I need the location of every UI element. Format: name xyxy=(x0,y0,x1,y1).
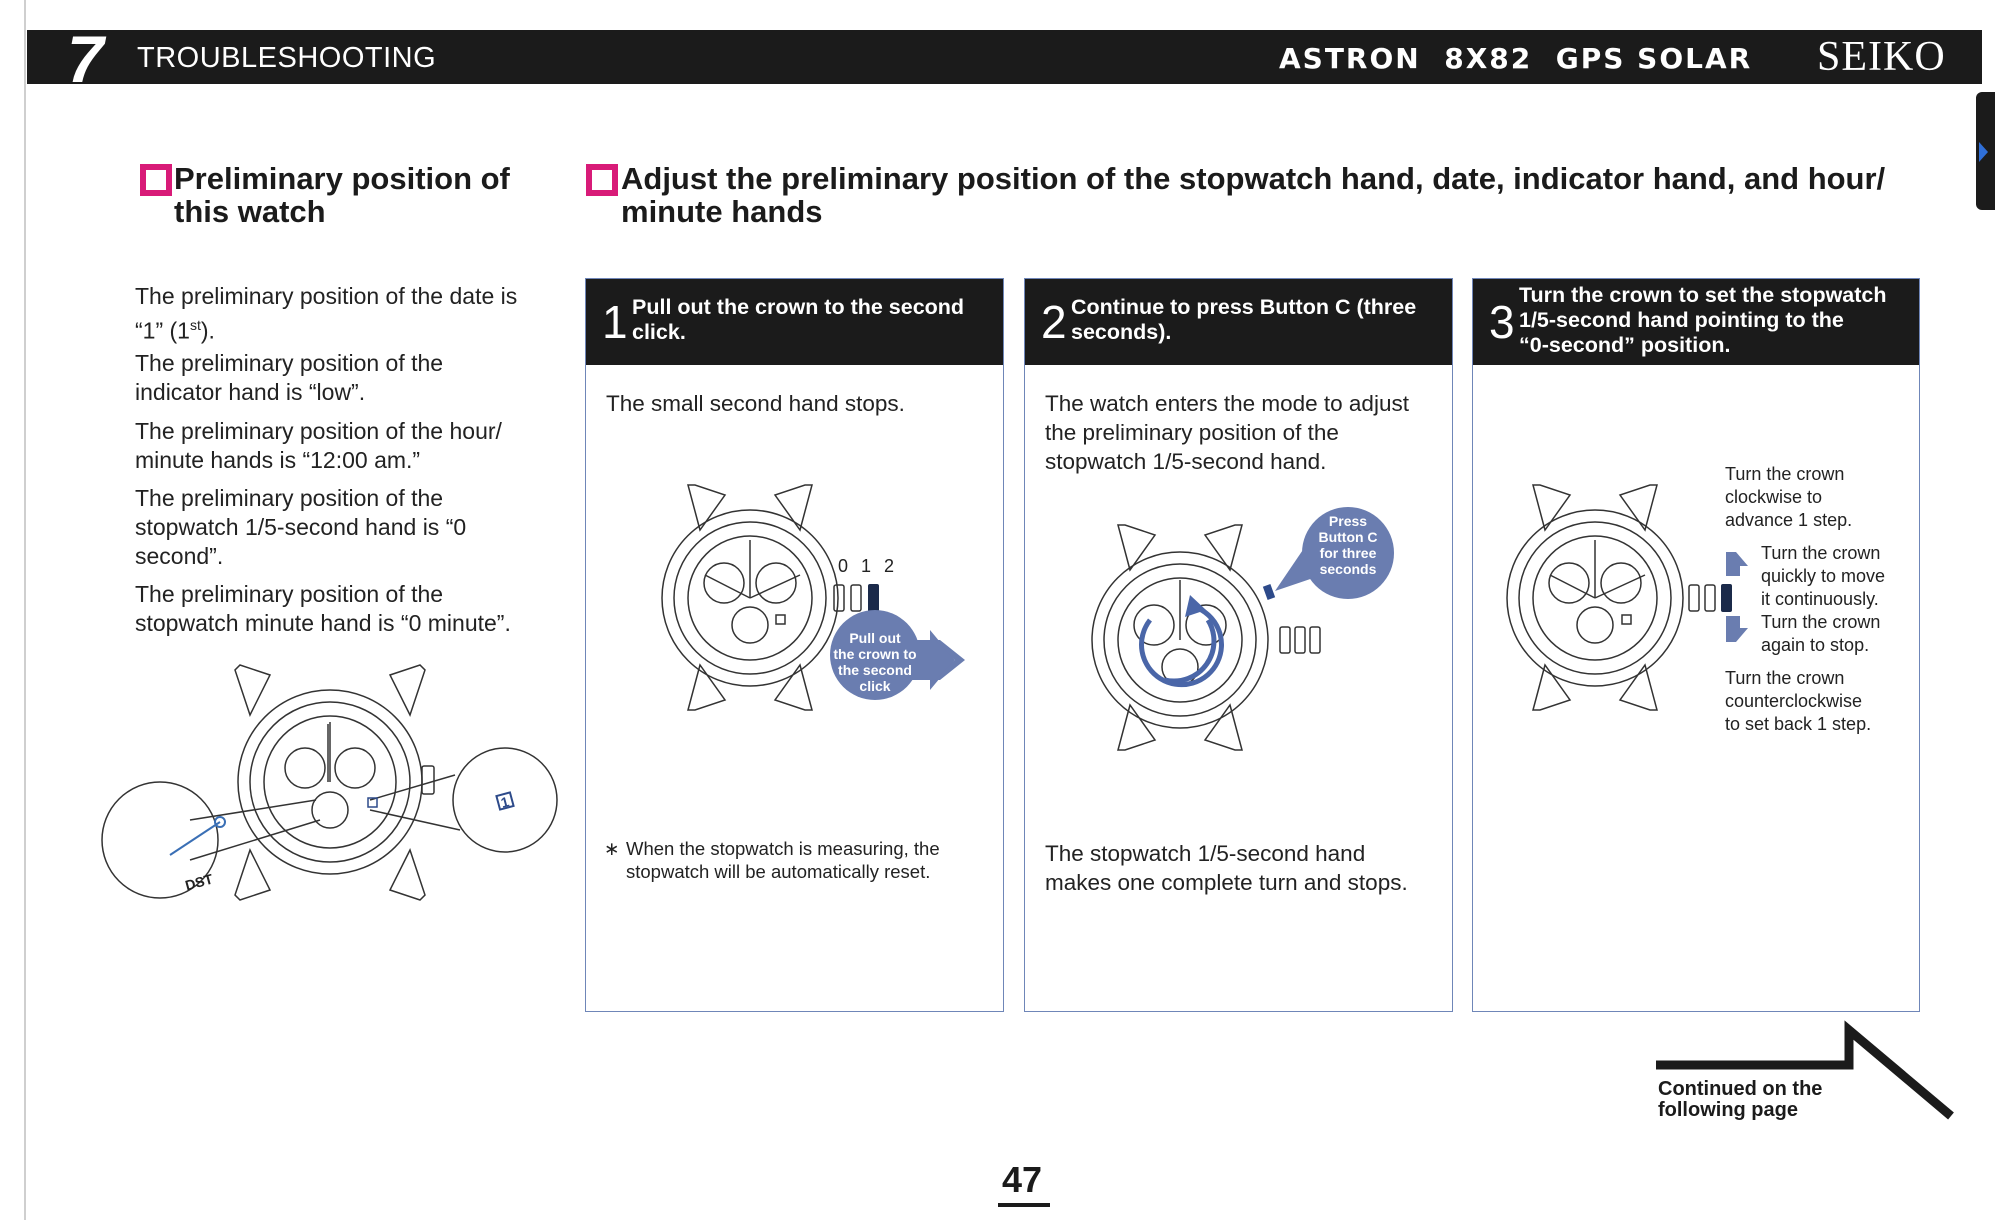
heading-line: Preliminary position of xyxy=(174,161,510,196)
paragraph-indicator xyxy=(135,349,555,407)
text-line: makes one complete turn and stops. xyxy=(1045,870,1408,895)
text-line: Turn the crown xyxy=(1725,668,1845,688)
quick-turn-arrow-icon xyxy=(1726,552,1748,576)
text-line: stopwatch 1/5-second hand. xyxy=(1045,449,1327,474)
heading-line: minute hands xyxy=(621,194,823,229)
step-number: 3 xyxy=(1489,296,1515,348)
text-line: click xyxy=(859,678,891,694)
text-line: stopwatch 1/5-second hand is “0 xyxy=(135,514,467,540)
text-line: Turn the crown xyxy=(1725,464,1845,484)
watch-preliminary-illustration xyxy=(130,660,570,910)
text-line: indicator hand is “low”. xyxy=(135,379,366,405)
text-span: “1” (1 xyxy=(135,317,190,344)
brand-logo: SEIKO xyxy=(1817,34,1946,80)
watch-crown-turn-illustration xyxy=(1495,485,1745,715)
text-line: Press xyxy=(1328,513,1368,529)
text-line: Turn the crown xyxy=(1761,612,1881,632)
text-line: The watch enters the mode to adjust xyxy=(1045,391,1409,416)
text-line: the second xyxy=(838,662,912,678)
zoom-date-label: 1 xyxy=(499,793,511,811)
text-line: Turn the crown to set the stopwatch xyxy=(1519,283,1887,307)
text-line: 1/5-second hand pointing to the xyxy=(1519,308,1844,332)
step-1-note-mark: ∗ xyxy=(604,838,620,859)
paragraph-stopwatch-second xyxy=(135,484,555,571)
text-line: seconds xyxy=(1319,561,1377,577)
text-line: Pull out xyxy=(849,630,901,646)
text-line: click. xyxy=(632,320,686,344)
zoom-dst-label: DST xyxy=(183,870,215,894)
text-line: The preliminary position of the xyxy=(135,485,444,511)
text-line: Pull out the crown to the second xyxy=(632,295,965,319)
instruction-counterclockwise xyxy=(1725,667,1871,736)
step-header xyxy=(1473,279,1919,365)
text-line: Turn the crown xyxy=(1761,543,1881,563)
left-section-heading xyxy=(174,162,510,228)
text-line: stopwatch minute hand is “0 minute”. xyxy=(135,610,511,636)
step-title xyxy=(1519,283,1907,358)
text-line: following page xyxy=(1658,1099,1798,1121)
crown-position-labels: 0 1 2 xyxy=(838,556,899,576)
next-arrow-icon xyxy=(1979,142,1988,162)
step-1-note xyxy=(626,837,940,883)
paragraph-hour-minute xyxy=(135,417,555,475)
text-line: “0-second” position. xyxy=(1519,333,1731,357)
text-line: Continue to press Button C (three xyxy=(1071,295,1417,319)
text-line: The preliminary position of the date is xyxy=(135,283,518,309)
text-line: clockwise to xyxy=(1725,487,1823,507)
text-line: again to stop. xyxy=(1761,635,1870,655)
rotation-arrows xyxy=(1722,546,1752,656)
text-line: counterclockwise xyxy=(1725,691,1863,711)
step-number: 1 xyxy=(602,296,628,348)
page-left-edge xyxy=(24,0,26,1220)
text-line: second”. xyxy=(135,543,224,569)
text-line: the crown to xyxy=(833,646,917,662)
step-header xyxy=(586,279,1003,365)
instruction-clockwise xyxy=(1725,463,1852,532)
paragraph-date xyxy=(135,282,555,346)
text-line: The preliminary position of the xyxy=(135,350,444,376)
text-line: The preliminary position of the hour/ xyxy=(135,418,502,444)
side-tab[interactable] xyxy=(1976,92,1995,210)
right-section-heading xyxy=(621,162,1885,228)
model-name: ASTRON 8X82 GPS SOLAR xyxy=(1279,42,1753,75)
superscript: st xyxy=(189,317,201,333)
step-footer xyxy=(1045,839,1438,897)
press-bubble-text xyxy=(1302,513,1394,577)
header-bar xyxy=(27,22,1982,96)
heading-line: this watch xyxy=(174,194,326,229)
text-line: Continued on the xyxy=(1658,1078,1823,1100)
step-header xyxy=(1025,279,1452,365)
section-marker-icon xyxy=(586,164,618,196)
text-line: quickly to move xyxy=(1761,566,1886,586)
text-line: seconds). xyxy=(1071,320,1172,344)
text-line: stopwatch will be automatically reset. xyxy=(626,861,931,882)
continued-label[interactable] xyxy=(1658,1079,1822,1121)
text-line: the preliminary position of the xyxy=(1045,420,1339,445)
step-body: The small second hand stops. xyxy=(606,391,905,416)
text-line: advance 1 step. xyxy=(1725,510,1853,530)
instruction-stop xyxy=(1761,611,1880,657)
step-number: 2 xyxy=(1041,296,1067,348)
section-marker-icon xyxy=(140,164,172,196)
chapter-title: TROUBLESHOOTING xyxy=(137,42,437,74)
step-title xyxy=(632,295,991,345)
stop-turn-arrow-icon xyxy=(1726,616,1748,642)
page-number-underline xyxy=(998,1203,1050,1207)
text-line: for three xyxy=(1319,545,1377,561)
step-title xyxy=(1071,295,1440,345)
text-line: The stopwatch 1/5-second hand xyxy=(1045,841,1366,866)
pull-bubble-text xyxy=(830,630,920,694)
step-body xyxy=(1045,389,1438,476)
text-line xyxy=(135,311,555,346)
text-span: ). xyxy=(200,317,215,344)
text-line: minute hands is “12:00 am.” xyxy=(135,447,421,473)
text-line: When the stopwatch is measuring, the xyxy=(626,838,940,859)
heading-line: Adjust the preliminary position of the stopwatch hand, date, indicator hand, and hour/ xyxy=(621,161,1886,196)
text-line: The preliminary position of the xyxy=(135,581,444,607)
text-line: to set back 1 step. xyxy=(1725,714,1872,734)
page-number: 47 xyxy=(1002,1159,1043,1200)
paragraph-stopwatch-minute xyxy=(135,580,555,638)
instruction-quick xyxy=(1761,542,1885,611)
text-line: it continuously. xyxy=(1761,589,1879,609)
text-line: Button C xyxy=(1318,529,1378,545)
chapter-number: 7 xyxy=(67,22,104,96)
